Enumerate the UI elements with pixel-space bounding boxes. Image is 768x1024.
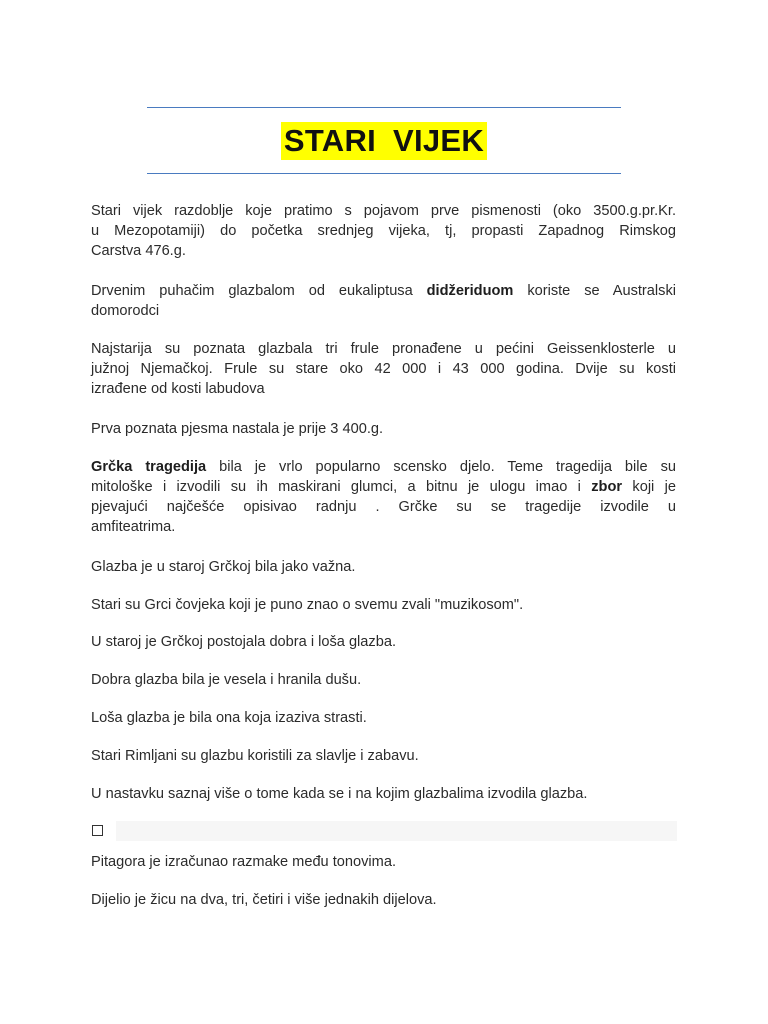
- bold-term: Grčka tragedija: [91, 459, 207, 475]
- paragraph-prva-pjesma: Prva poznata pjesma nastala je prije 3 400.g.: [91, 421, 384, 437]
- paragraph-dobra-losa: U staroj je Grčkoj postojala dobra i loša glazba.: [91, 634, 397, 650]
- paragraph-line: izrađene od kosti labudova: [91, 381, 265, 397]
- paragraph-line: Stari vijek razdoblje koje pratimo s pojavom prve pismenosti (oko 3500.g.pr.Kr.: [91, 203, 676, 219]
- page-title: STARI VIJEK: [281, 122, 487, 160]
- paragraph-line: amfiteatrima.: [91, 519, 176, 535]
- text-run: mitološke i izvodili su ih maskirani glumci, a bitnu je ulogu imao i: [91, 479, 592, 495]
- title-bottom-rule: [147, 173, 621, 174]
- title-container: [0, 122, 768, 160]
- paragraph-losa-glazba: Loša glazba je bila ona koja izaziva strasti.: [91, 710, 367, 726]
- paragraph-line: [91, 457, 676, 477]
- paragraph-muzikos: Stari su Grci čovjeka koji je puno znao o svemu zvali "muzikosom".: [91, 597, 524, 613]
- text-run: Drvenim puhačim glazbalom od eukaliptusa: [91, 283, 427, 299]
- paragraph-line: [91, 477, 676, 497]
- paragraph-line: Najstarija su poznata glazbala tri frule pronađene u pećini Geissenklosterle u: [91, 341, 676, 357]
- checkbox-icon[interactable]: [92, 825, 103, 836]
- text-run: bila je vrlo popularno scensko djelo. Teme tragedija bile su: [206, 459, 677, 475]
- paragraph-stari-vijek: [91, 201, 676, 261]
- paragraph-line: Carstva 476.g.: [91, 243, 186, 259]
- paragraph-line: domorodci: [91, 303, 160, 319]
- paragraph-rimljani: Stari Rimljani su glazbu koristili za slavlje i zabavu.: [91, 748, 419, 764]
- paragraph-line: u Mezopotamiji) do početka srednjeg vijeka, tj, propasti Zapadnog Rimskog: [91, 223, 676, 239]
- embedded-object-row: [91, 821, 677, 841]
- paragraph-line: [91, 281, 676, 301]
- bold-term: zbor: [591, 479, 623, 495]
- paragraph-frule: [91, 339, 676, 399]
- paragraph-pitagora: Pitagora je izračunao razmake među tonovima.: [91, 854, 397, 870]
- paragraph-didzeridu: [91, 281, 676, 321]
- embedded-placeholder: [116, 821, 677, 841]
- bold-term: didžeriduom: [426, 283, 514, 299]
- paragraph-dobra-glazba: Dobra glazba bila je vesela i hranila dušu.: [91, 672, 362, 688]
- paragraph-line: južnoj Njemačkoj. Frule su stare oko 42 000 i 43 000 godina. Dvije su kosti: [91, 361, 676, 377]
- paragraph-grcka-tragedija: [91, 457, 676, 537]
- paragraph-line: pjevajući najčešće opisivao radnju . Grčke su se tragedije izvodile u: [91, 499, 676, 515]
- text-run: koji je: [622, 479, 676, 495]
- paragraph-zica: Dijelio je žicu na dva, tri, četiri i više jednakih dijelova.: [91, 892, 437, 908]
- title-top-rule: [147, 107, 621, 108]
- paragraph-u-nastavku: U nastavku saznaj više o tome kada se i na kojim glazbalima izvodila glazba.: [91, 786, 588, 802]
- paragraph-glazba-vazna: Glazba je u staroj Grčkoj bila jako važna.: [91, 559, 356, 575]
- text-run: koriste se Australski: [513, 283, 676, 299]
